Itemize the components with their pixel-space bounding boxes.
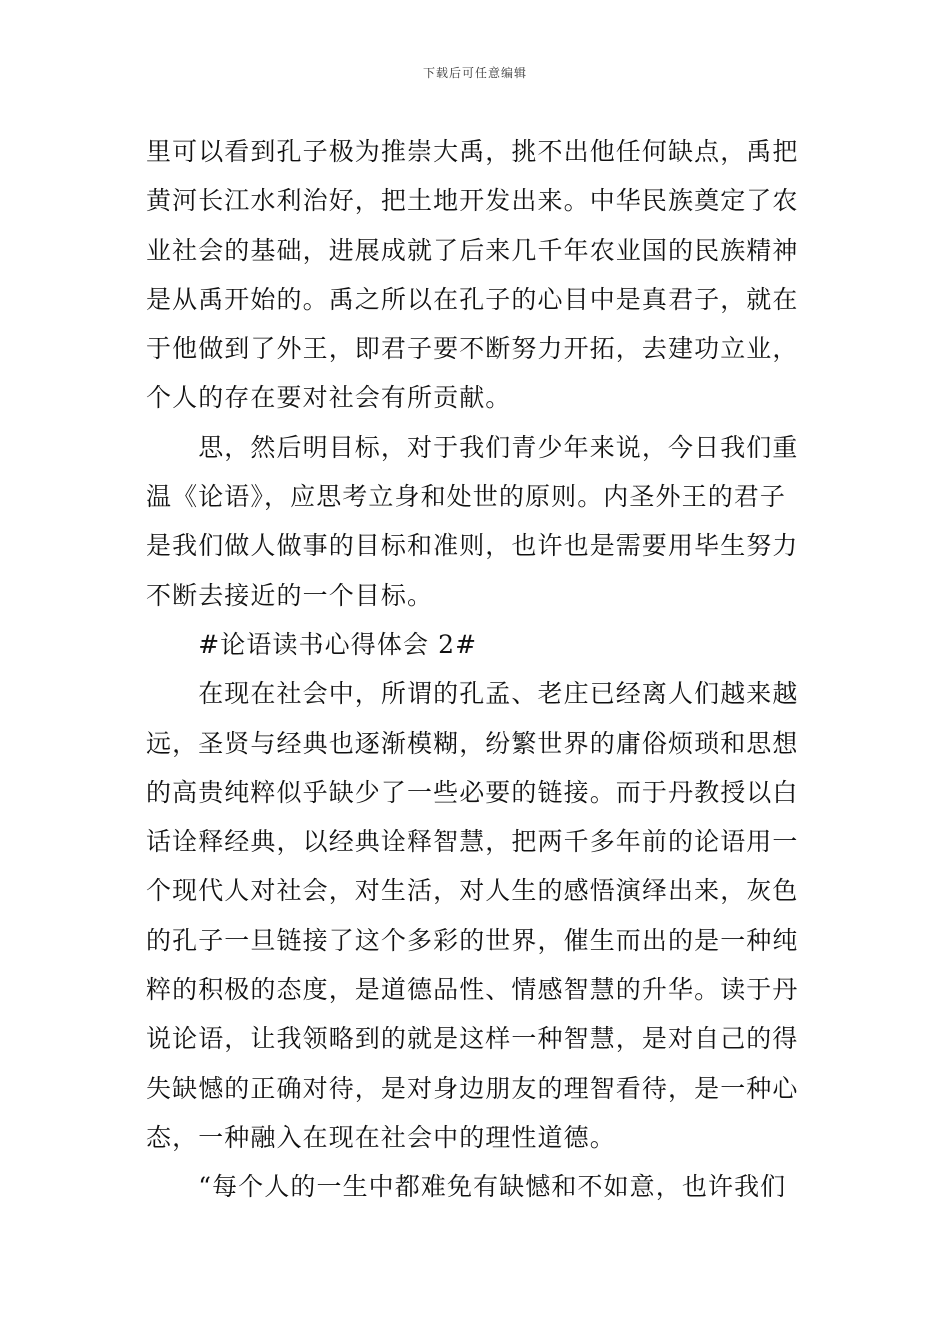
text-line: 个现代人对社会，对生活，对人生的感悟演绎出来，灰色: [146, 876, 799, 906]
text-line: 里可以看到孔子极为推崇大禹，挑不出他任何缺点，禹把: [146, 137, 799, 166]
section-heading: #论语读书心得体会 2#: [146, 629, 478, 659]
text-line: 是我们做人做事的目标和准则，也许也是需要用毕生努力: [146, 531, 799, 561]
text-line: 思，然后明目标，对于我们青少年来说，今日我们重: [146, 432, 799, 462]
text-line: 于他做到了外王，即君子要不断努力开拓，去建功立业，: [146, 334, 799, 364]
text-line: 粹的积极的态度，是道德品性、情感智慧的升华。读于丹: [146, 975, 799, 1005]
text-line: 失缺憾的正确对待，是对身边朋友的理智看待，是一种心: [146, 1073, 799, 1103]
text-line: 的孔子一旦链接了这个多彩的世界，催生而出的是一种纯: [146, 925, 799, 955]
text-line: 说论语，让我领略到的就是这样一种智慧，是对自己的得: [146, 1024, 799, 1054]
text-line: 黄河长江水利治好，把土地开发出来。中华民族奠定了农: [146, 186, 799, 216]
text-line: 话诠释经典，以经典诠释智慧，把两千多年前的论语用一: [146, 827, 799, 857]
text-line: 态，一种融入在现在社会中的理性道德。: [146, 1122, 616, 1152]
text-line: 不断去接近的一个目标。: [146, 580, 434, 610]
text-line: 温《论语》，应思考立身和处世的原则。内圣外王的君子: [146, 482, 787, 512]
text-line: 是从禹开始的。禹之所以在孔子的心目中是真君子，就在: [146, 284, 799, 314]
text-line: 个人的存在要对社会有所贡献。: [146, 383, 512, 413]
text-line: 业社会的基础，进展成就了后来几千年农业国的民族精神: [146, 235, 799, 265]
page-header: 下载后可任意编辑: [422, 66, 527, 80]
text-line: 远，圣贤与经典也逐渐模糊，纷繁世界的庸俗烦琐和思想: [146, 728, 799, 758]
document-body: [146, 127, 810, 1212]
text-line: 的高贵纯粹似乎缺少了一些必要的链接。而于丹教授以白: [146, 777, 799, 807]
text-line: “每个人的一生中都难免有缺憾和不如意，也许我们: [146, 1172, 787, 1202]
text-line: 在现在社会中，所谓的孔孟、老庄已经离人们越来越: [146, 679, 799, 709]
